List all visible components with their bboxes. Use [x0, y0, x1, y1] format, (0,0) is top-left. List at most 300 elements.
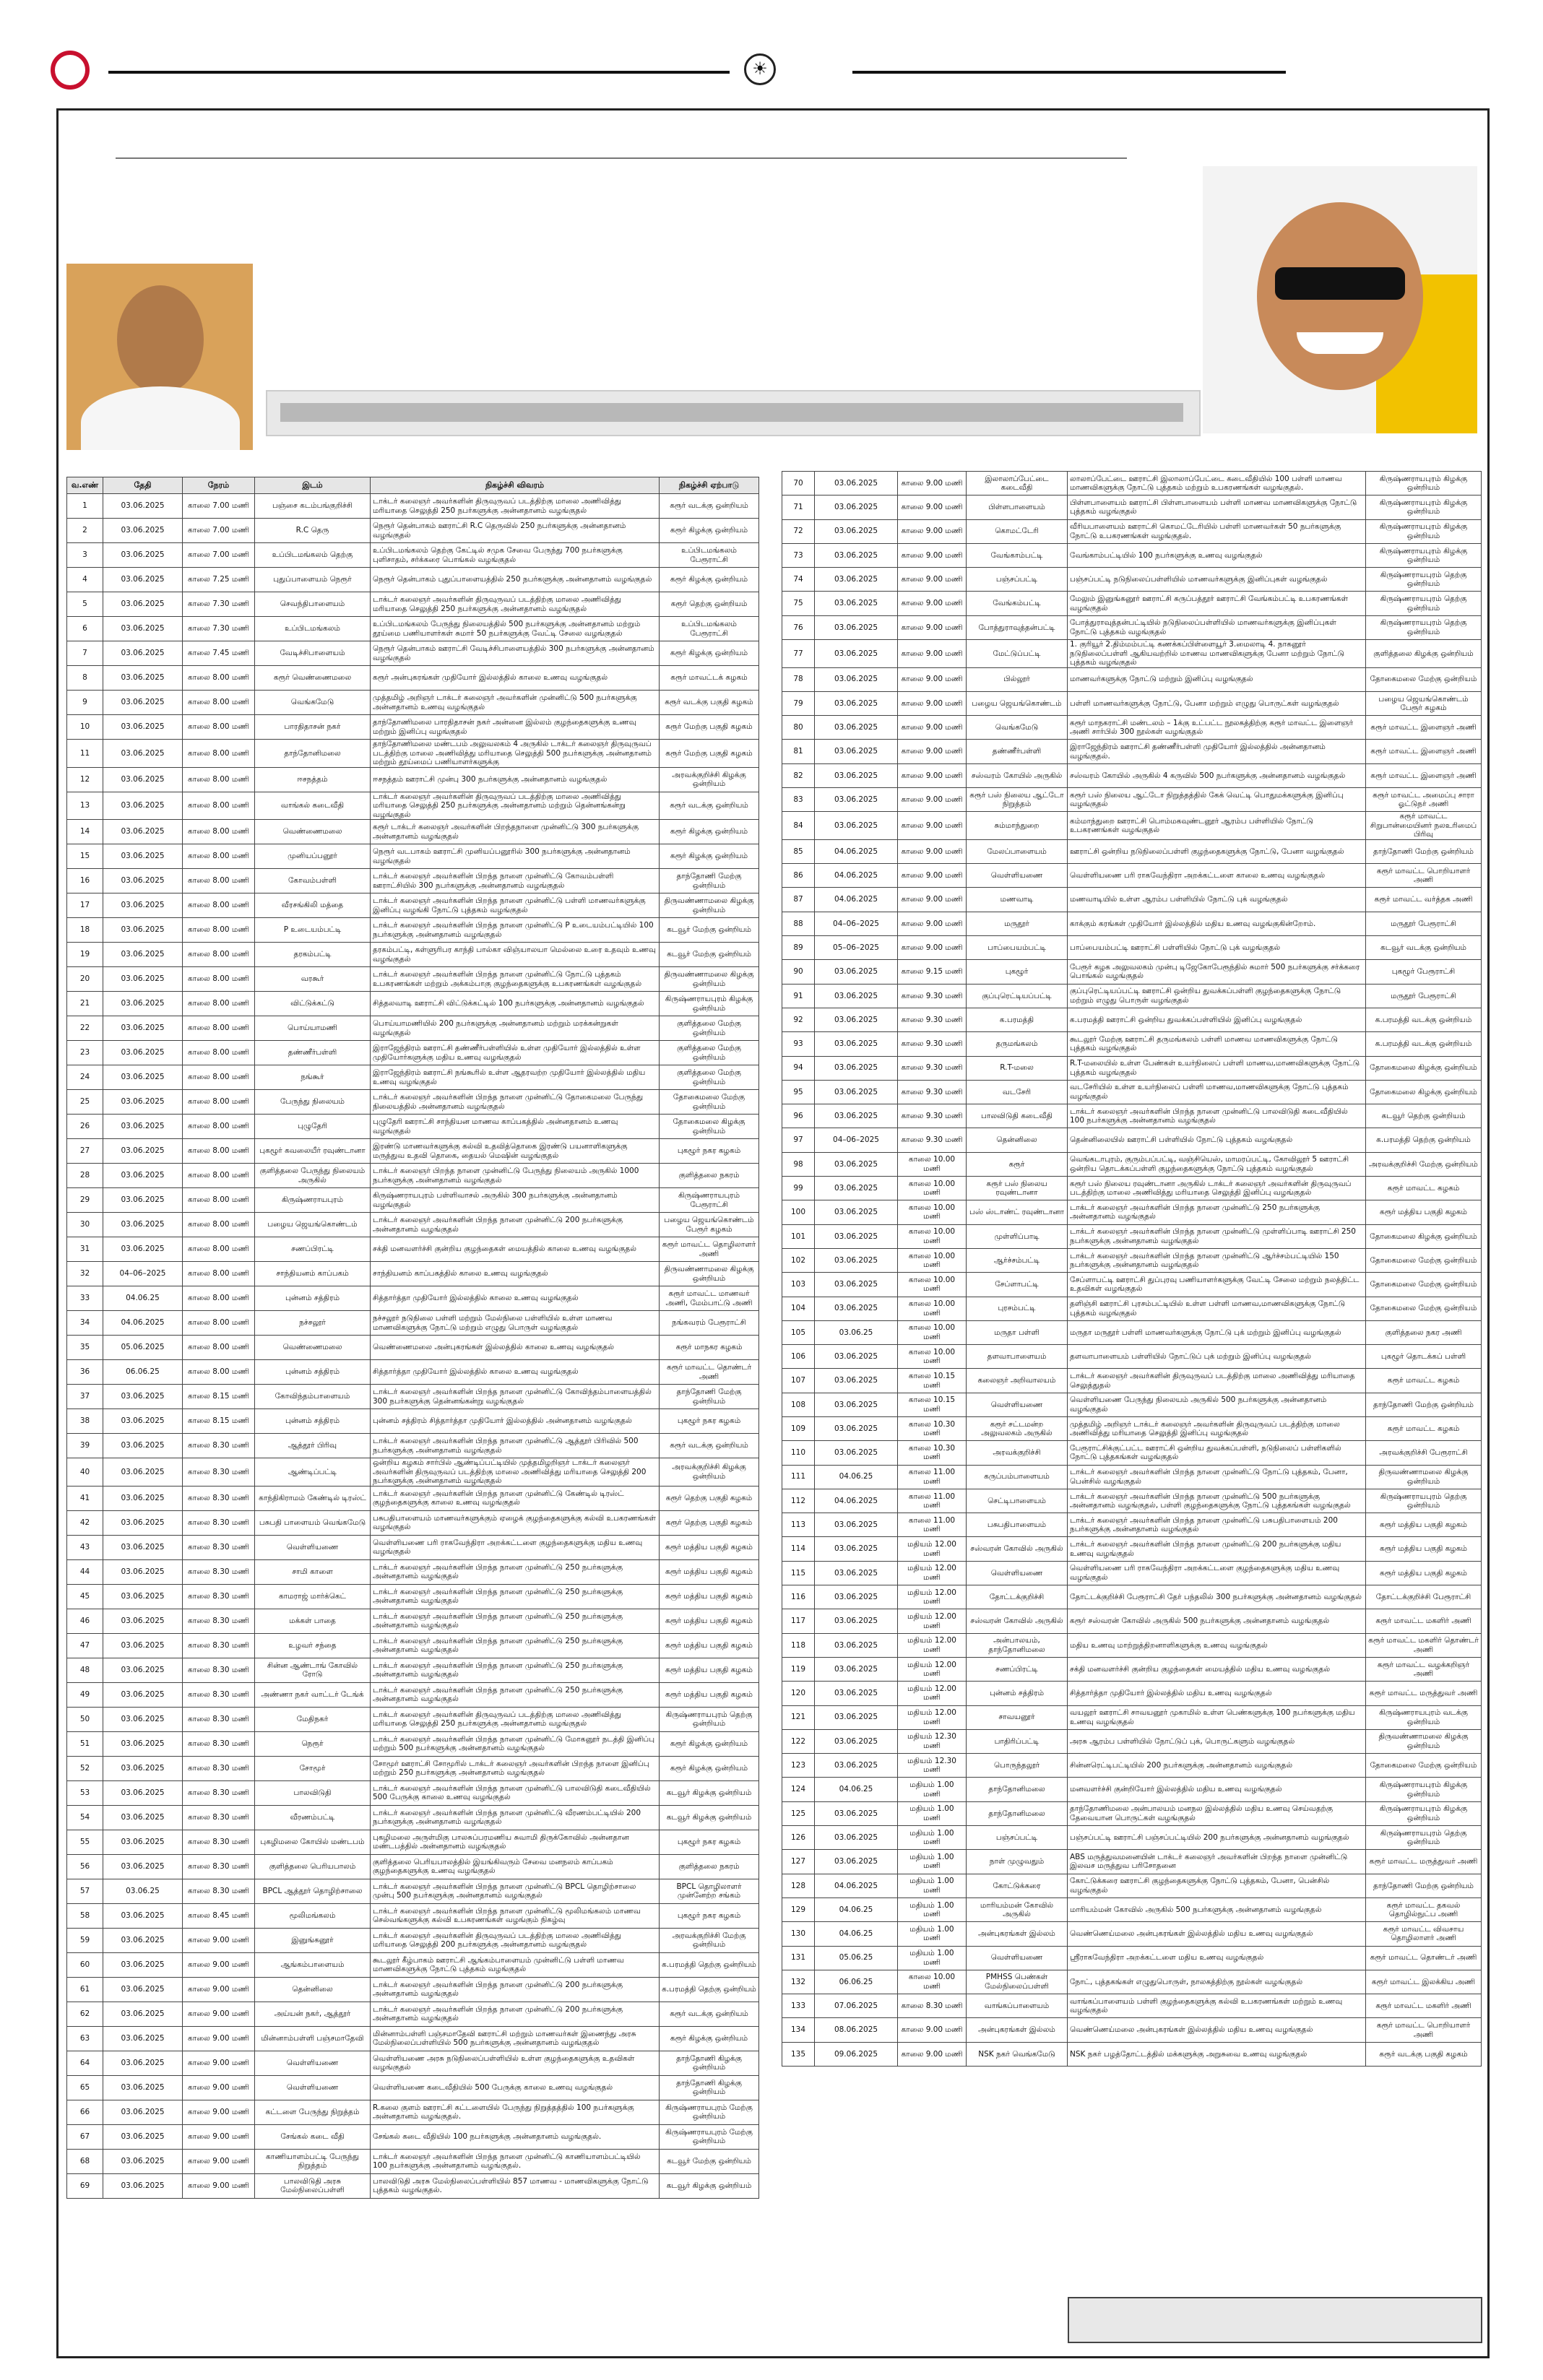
table-cell: டாக்டர் கலைஞர் அவர்களின் பிறந்த நாளை முன்னிட்டு BPCL தொழிற்சாலை முன்பு 500 நபர்களுக்கு அன்னதானம் வழங்குதல் — [371, 1879, 660, 1903]
table-cell: காலை 10.00 மணி — [898, 1200, 967, 1224]
table-cell: அரசு ஆரம்ப பள்ளியில் நோட்டுப் புக், பொருட்களும் வழங்குதல் — [1068, 1729, 1366, 1753]
table-cell: 03.06.2025 — [815, 1008, 898, 1031]
table-row — [67, 1213, 759, 1237]
table-cell: 03.06.2025 — [103, 1658, 183, 1682]
table-cell: 122 — [782, 1729, 815, 1753]
table-cell: காலை 9.00 மணி — [898, 812, 967, 840]
table-cell: 03.06.2025 — [815, 1104, 898, 1128]
table-cell: ஆங்கம்பாளையம் — [255, 1952, 371, 1977]
table-cell: காலை 10.00 மணி — [898, 1248, 967, 1272]
table-cell: வெள்ளியணை — [967, 1393, 1068, 1416]
table-cell: காலை 10.00 மணி — [898, 1970, 967, 1994]
table-cell: 03.06.2025 — [103, 715, 183, 740]
table-cell: கரூர் மத்திய பகுதி கழகம் — [1366, 1513, 1482, 1537]
table-cell: 03.06.2025 — [103, 1385, 183, 1409]
schedule-table-left — [66, 477, 759, 2199]
table-row — [782, 763, 1482, 787]
table-cell: தோகைமலை மேற்கு ஒன்றியம் — [1366, 1248, 1482, 1272]
table-cell: புன்னம் சத்திரம் சித்தார்த்தா முதியோர் இல்லத்தில் அன்னதானம் வழங்குதல் — [371, 1409, 660, 1434]
table-row — [67, 1731, 759, 1756]
table-cell: 125 — [782, 1801, 815, 1825]
table-cell: கோவிந்தம்பாளையம் — [255, 1385, 371, 1409]
table-cell: டாக்டர் கலைஞர் அவர்களின் பிறந்த நாளை முன்னிட்டு தோகைமலை பேருந்து நிலையத்தில் அன்னதானம் வழங்குதல் — [371, 1090, 660, 1115]
table-cell: 08.06.2025 — [815, 2018, 898, 2042]
table-cell: 135 — [782, 2042, 815, 2066]
table-cell: சின்ன ஆண்டாங் கோவில் ரோடு — [255, 1658, 371, 1682]
table-cell: கரூர் மாவட்ட இலக்கிய அணி — [1366, 1970, 1482, 1994]
table-cell: கடவூர் கிழக்கு ஒன்றியம் — [660, 1780, 759, 1805]
table-cell: 03.06.2025 — [103, 844, 183, 869]
table-cell: 03.06.2025 — [103, 1139, 183, 1164]
table-cell: டாக்டர் கலைஞர் அவர்களின் பிறந்த நாளை முன்னிட்டு வீரணம்பட்டியில் 200 நபர்களுக்கு அன்னதானம் வழங்குதல் — [371, 1805, 660, 1830]
table-cell: தாந்தோணி மேற்கு ஒன்றியம் — [660, 869, 759, 893]
table-cell: சும்மாந்துறை — [967, 812, 1068, 840]
table-cell: பேரூர் கழக அலுவலகம் முன்பு டிஜேகோபேரூந்தில் சுமார் 500 நபர்களுக்கு சர்க்கரை பொங்கல் வழங்குதல் — [1068, 960, 1366, 984]
table-row — [67, 1336, 759, 1360]
table-cell: கரூர் தெற்கு பகுதி கழகம் — [660, 1510, 759, 1535]
table-cell: உப்பிடமங்கலம் பேரூராட்சி — [660, 543, 759, 568]
table-cell: டாக்டர் கலைஞர் அவர்களின் திருவுருவப் படத்திற்கு மாலை அணிவித்து மரியாதை செலுத்தி 250 நபர்களுக்கு அன்னதானம் மற்றும் தென்னங்கன்று வழங்குதல் — [371, 792, 660, 820]
table-cell: 03.06.2025 — [815, 1248, 898, 1272]
table-cell: 03.06.2025 — [103, 1434, 183, 1458]
table-cell: அன்புகரங்கள் இல்லம் — [967, 1922, 1068, 1946]
table-cell: 03.06.2025 — [815, 1200, 898, 1224]
table-cell: 03.06.25 — [815, 1320, 898, 1344]
table-cell: மாணவர்களுக்கு நோட்டு மற்றும் இனிப்பு வழங்குதல் — [1068, 667, 1366, 691]
table-row — [782, 1537, 1482, 1561]
table-cell: பாதிரிப்பட்டி — [967, 1729, 1068, 1753]
table-row — [782, 592, 1482, 615]
table-cell: மதியம் 12.00 மணி — [898, 1585, 967, 1609]
table-cell: 133 — [782, 1994, 815, 2018]
table-cell: குளித்தலை கிழக்கு ஒன்றியம் — [1366, 640, 1482, 668]
table-cell: 03.06.2025 — [103, 617, 183, 641]
table-row — [67, 1286, 759, 1311]
table-cell: 114 — [782, 1537, 815, 1561]
table-cell: டாக்டர் கலைஞர் அவர்களின் பிறந்த நாளை முன்னிட்டு நோட்டு புத்தகம், பேனா, பென்சில் வழங்குதல் — [1068, 1465, 1366, 1489]
table-cell: காலை 7.30 மணி — [183, 592, 255, 617]
table-cell: காலை 8.00 மணி — [183, 1164, 255, 1188]
table-cell: தாந்தோணி மேற்கு ஒன்றியம் — [1366, 839, 1482, 863]
table-cell: 03.06.2025 — [815, 1345, 898, 1369]
table-cell: 109 — [782, 1416, 815, 1440]
table-row — [782, 1393, 1482, 1416]
table-cell: கரூர் மாவட்ட தொழிலாளர் அணி — [660, 1237, 759, 1262]
table-row — [782, 1320, 1482, 1344]
table-cell: பஞ்சப்பட்டி — [967, 568, 1068, 592]
table-cell: டாக்டர் கலைஞர் அவர்களின் பிறந்த நாளை முன்னிட்டு மூலிமங்கலம் மாணவ செல்வங்களுக்கு கல்வி உபகரணங்கள் வழங்கும் நிகழ்வு — [371, 1903, 660, 1928]
table-cell: 03.06.2025 — [815, 1609, 898, 1633]
table-row — [782, 1778, 1482, 1801]
table-cell: வெள்ளியணை அரசு நடுநிலைப்பள்ளியில் உள்ள குழந்தைகளுக்கு உதவிகள் வழங்குதல் — [371, 2051, 660, 2075]
table-cell: புன்னம் சத்திரம் — [255, 1286, 371, 1311]
table-cell: மதியம் 12.30 மணி — [898, 1754, 967, 1778]
table-cell: 47 — [67, 1633, 103, 1658]
table-cell: 03.06.2025 — [103, 967, 183, 992]
table-cell: வெள்ளியணை கடைவீதியில் 500 பேருக்கு காலை உணவு வழங்குதல் — [371, 2075, 660, 2100]
table-cell: செவந்திபாளையம் — [255, 592, 371, 617]
table-cell: கரூர் மத்திய பகுதி கழகம் — [1366, 1200, 1482, 1224]
table-cell: 7 — [67, 641, 103, 666]
table-cell: R.C தெரு — [255, 519, 371, 543]
table-cell: அரவக்குறிச்சி பேரூராட்சி — [1366, 1441, 1482, 1465]
table-row — [67, 2124, 759, 2149]
table-row — [782, 716, 1482, 740]
table-row — [67, 1458, 759, 1487]
table-row — [67, 1854, 759, 1879]
table-cell: காலை 8.30 மணி — [183, 1682, 255, 1707]
table-cell: காலை 8.30 மணி — [183, 1535, 255, 1559]
table-cell: 06.06.25 — [815, 1970, 898, 1994]
table-row — [782, 984, 1482, 1008]
table-cell: தாந்தோணிமலை பாரதிதாசன் நகர் அன்னை இல்லம் குழந்தைகளுக்கு உணவு மற்றும் இனிப்பு வழங்குதல் — [371, 715, 660, 740]
table-cell: கரூர் மாநகர கழகம் — [660, 1336, 759, 1360]
table-cell: கரூர் கிழக்கு ஒன்றியம் — [660, 568, 759, 592]
table-cell: 16 — [67, 869, 103, 893]
table-cell: 115 — [782, 1561, 815, 1585]
table-cell: காலை 10.15 மணி — [898, 1369, 967, 1393]
table-cell: 03.06.2025 — [103, 1458, 183, 1487]
table-cell: 03.06.2025 — [103, 519, 183, 543]
table-cell: 03.06.2025 — [815, 1369, 898, 1393]
table-cell: காலை 8.30 மணி — [183, 1458, 255, 1487]
table-cell: 03.06.2025 — [103, 918, 183, 943]
table-row — [67, 943, 759, 967]
table-cell: குளித்தலை நகரம் — [660, 1854, 759, 1879]
table-cell: கருப்பம்பாளையம் — [967, 1465, 1068, 1489]
table-row — [782, 1489, 1482, 1513]
table-cell: டாக்டர் கலைஞர் அவர்களின் பிறந்த நாளை முன்னிட்டு 500 நபர்களுக்கு அன்னதானம் வழங்குதல், பள்ளி குழந்தைகளுக்கு நோட்டு புத்தகங்கள் வழங்குதல் — [1068, 1489, 1366, 1513]
table-cell: கரூர் மாவட்ட மகளிர் அணி — [1366, 1994, 1482, 2018]
table-cell: கரூர் மத்திய பகுதி கழகம் — [660, 1559, 759, 1584]
table-cell: காலை 9.00 மணி — [183, 1952, 255, 1977]
table-cell: இனுங்கனூர் — [255, 1928, 371, 1952]
table-cell: கரூர் வடக்கு ஒன்றியம் — [660, 792, 759, 820]
table-cell: 03.06.2025 — [103, 1756, 183, 1780]
table-cell: 03.06.2025 — [103, 1805, 183, 1830]
table-row — [67, 494, 759, 519]
table-cell: 113 — [782, 1513, 815, 1537]
table-cell: இராஜேந்திரம் ஊராட்சி தண்ணீர்பள்ளியில் உள்ள முதியோர் இல்லத்தில் உள்ள முதியோர்களுக்கு மதிய உணவு வழங்குதல் — [371, 1041, 660, 1065]
table-cell: 03.06.2025 — [815, 812, 898, 840]
table-cell: மதியம் 1.00 மணி — [898, 1801, 967, 1825]
table-cell: 32 — [67, 1262, 103, 1286]
table-cell: 68 — [67, 2149, 103, 2173]
table-cell: உப்பிடமங்கலம் பேரூராட்சி — [660, 617, 759, 641]
table-cell: கரூர் மாவட்ட சிறுபான்மையினர் நலஉரிமைப் பிரிவு — [1366, 812, 1482, 840]
table-cell: 50 — [67, 1707, 103, 1731]
table-cell: 93 — [782, 1032, 815, 1056]
table-cell: போத்துராவுத்தன்பட்டியில் நடுநிலைப்பள்ளியில் மாணவர்களுக்கு இனிப்புகள் நோட்டு புத்தகம் வழங்குதல் — [1068, 615, 1366, 639]
table-cell: டாக்டர் கலைஞர் பிறந்த நாளை முன்னிட்டு பேருந்து நிலையம் அருகில் 1000 நபர்களுக்கு அன்னதானம் வழங்குதல் — [371, 1164, 660, 1188]
table-row — [782, 1080, 1482, 1104]
table-row — [67, 1559, 759, 1584]
table-cell: 94 — [782, 1056, 815, 1080]
table-row — [782, 960, 1482, 984]
table-cell: ஈசநத்தம் ஊராட்சி முன்பு 300 நபர்களுக்கு அன்னதானம் வழங்குதல் — [371, 767, 660, 792]
table-cell: 102 — [782, 1248, 815, 1272]
table-cell: டாக்டர் கலைஞர் அவர்களின் திருவுருவப் படத்திற்கு மாலை அணிவித்து மரியாதை செலுத்தி 250 நபர்களுக்கு அன்னதானம் வழங்குதல் — [371, 494, 660, 519]
table-cell: கரூர் பஸ் நிலைய ரவுண்டானா அருகில் டாக்டர் கலைஞர் அவர்களின் திருவுருவப் படத்திற்கு மாலை அணிவித்து மரியாதை செலுத்தி இனிப்பு வழங்குதல் — [1068, 1177, 1366, 1200]
table-cell: தோட்டக்குறிச்சி பேரூராட்சி தேர் பந்தலில் 300 நபர்களுக்கு அன்னதானம் வழங்குதல் — [1068, 1585, 1366, 1609]
table-cell: சின்னரெட்டிபட்டியில் 200 நபர்களுக்கு அன்னதானம் வழங்குதல் — [1068, 1754, 1366, 1778]
table-cell: புகழூர் — [967, 960, 1068, 984]
table-cell: டாக்டர் கலைஞர் அவர்களின் பிறந்த நாளை முன்னிட்டு 250 நபர்களுக்கு அன்னதானம் வழங்குதல் — [371, 1658, 660, 1682]
table-cell: கிருஷ்ணராயபுரம் கிழக்கு ஒன்றியம் — [1366, 519, 1482, 543]
table-cell: 03.06.2025 — [815, 1297, 898, 1320]
table-cell: கரூர் மாவட்ட விவசாய தொழிலாளர் அணி — [1366, 1922, 1482, 1946]
table-cell: R.கலை குளம் ஊராட்சி கட்டளையில் பேருந்து நிறுத்தத்தில் 100 நபர்களுக்கு அன்னதானம் வழங்குதல். — [371, 2100, 660, 2124]
table-cell: 03.06.2025 — [815, 960, 898, 984]
table-cell: கரூர் மாவட்ட இளைஞர் அணி — [1366, 716, 1482, 740]
table-cell: 03.06.2025 — [815, 667, 898, 691]
table-cell: பாப்பையம்பட்டி ஊராட்சி பள்ளியில் நோட்டு புக் வழங்குதல் — [1068, 936, 1366, 960]
table-cell: மதியம் 1.00 மணி — [898, 1897, 967, 1921]
table-cell: பசுபதிபாளையம் — [967, 1513, 1068, 1537]
table-cell: மருதூர் பேரூராட்சி — [1366, 912, 1482, 935]
table-row — [67, 543, 759, 568]
table-cell: காலை 8.45 மணி — [183, 1903, 255, 1928]
table-cell: 03.06.2025 — [103, 992, 183, 1016]
table-cell: தளவாபாளையம் — [967, 1345, 1068, 1369]
table-cell: டாக்டர் கலைஞர் அவர்களின் திருவுருவப் படத்திற்கு மாலை அணிவித்து மரியாதை செலுத்தி 250 நபர்களுக்கு அன்னதானம் வழங்குதல் — [371, 1707, 660, 1731]
table-cell: வெங்கமேடு — [967, 716, 1068, 740]
table-cell: காலை 8.00 மணி — [183, 1041, 255, 1065]
table-cell: 03.06.2025 — [103, 2173, 183, 2198]
table-cell: மதியம் 12.00 மணி — [898, 1537, 967, 1561]
table-cell: பஞ்சப்பட்டி — [967, 1826, 1068, 1850]
table-cell: காலை 8.00 மணி — [183, 1090, 255, 1115]
table-cell: காலை 8.30 மணி — [183, 1658, 255, 1682]
table-cell: 3 — [67, 543, 103, 568]
table-cell: வரகூர் — [255, 967, 371, 992]
table-row — [67, 1903, 759, 1928]
table-cell: காலை 10.30 மணி — [898, 1441, 967, 1465]
table-cell: காலை 8.00 மணி — [183, 792, 255, 820]
table-cell: சஸ்வரம் கோயில் அருகில் — [967, 763, 1068, 787]
table-row — [67, 1016, 759, 1041]
table-row — [782, 472, 1482, 496]
table-row — [67, 820, 759, 844]
table-row — [782, 1682, 1482, 1705]
table-cell: ஆத்தூர் பிரிவு — [255, 1434, 371, 1458]
table-cell: 15 — [67, 844, 103, 869]
table-cell: பஞ்சப்பட்டி ஊராட்சி பஞ்சப்பட்டியில் 200 நபர்களுக்கு அன்னதானம் வழங்குதல் — [1068, 1826, 1366, 1850]
table-cell: நெரூர் தென்பாகம் ஊராட்சி R.C தெருவில் 250 நபர்களுக்கு அன்னதானம் வழங்குதல் — [371, 519, 660, 543]
table-cell: 04.06.25 — [103, 1286, 183, 1311]
table-cell: காலை 8.30 மணி — [183, 1805, 255, 1830]
table-cell: நங்கவரம் பேரூராட்சி — [660, 1311, 759, 1336]
table-cell: குளித்தலை பெரியபாலத்தில் இயங்கிவரும் சேவை மனநலம் காப்பகம் குழந்தைகளுக்கு உணவு வழங்குதல் — [371, 1854, 660, 1879]
table-cell: காலை 10.00 மணி — [898, 1152, 967, 1176]
table-cell: உழவர் சந்தை — [255, 1633, 371, 1658]
table-cell: கரூர் பஸ் நிலைய ரவுண்டானா — [967, 1177, 1068, 1200]
table-cell: புகழூர் நகர கழகம் — [660, 1139, 759, 1164]
table-cell: 03.06.2025 — [103, 1041, 183, 1065]
table-cell: கரூர் கிழக்கு ஒன்றியம் — [660, 844, 759, 869]
table-cell: மேலப்பாளையம் — [967, 839, 1068, 863]
table-cell: சாந்தியனம் காப்பகம் — [255, 1262, 371, 1286]
table-cell: 70 — [782, 472, 815, 496]
table-cell: கரூர் வடக்கு ஒன்றியம் — [660, 1434, 759, 1458]
table-cell: கலைஞர் அறிவாலயம் — [967, 1369, 1068, 1393]
table-cell: கரூர் மாவட்டக் கழகம் — [660, 666, 759, 691]
table-row — [782, 1826, 1482, 1850]
table-cell: 37 — [67, 1385, 103, 1409]
table-cell: வடசேரி — [967, 1080, 1068, 1104]
table-cell: வெண்ணெய்மலை அன்புகரங்கள் இல்லத்தில் மதிய உணவு வழங்குதல் — [1068, 1922, 1366, 1946]
table-cell: 03.06.2025 — [103, 1213, 183, 1237]
table-row — [782, 1032, 1482, 1056]
table-cell: கரூர் மாவட்ட அமைப்பு சாரா ஓட்டுநர் அணி — [1366, 788, 1482, 812]
table-row — [67, 869, 759, 893]
table-cell: கரூர் கிழக்கு ஒன்றியம் — [660, 519, 759, 543]
table-cell: டாக்டர் கலைஞர் அவர்களின் பிறந்த நாளை முன்னிட்டு ஆத்தூர் பிரிவில் 500 நபர்களுக்கு அன்னதானம் வழங்குதல் — [371, 1434, 660, 1458]
table-row — [782, 1056, 1482, 1080]
table-cell: மூலிமங்கலம் — [255, 1903, 371, 1928]
table-cell: 03.06.2025 — [815, 1850, 898, 1874]
table-cell: கரூர் கிழக்கு ஒன்றியம் — [660, 641, 759, 666]
table-cell: உப்பிடமங்கலம் தெற்கு — [255, 543, 371, 568]
table-row — [782, 1801, 1482, 1825]
table-cell: கடவூர் கிழக்கு ஒன்றியம் — [660, 1805, 759, 1830]
table-cell: 57 — [67, 1879, 103, 1903]
table-row — [782, 519, 1482, 543]
table-cell: R.T-மலை — [967, 1056, 1068, 1080]
table-cell: காலை 8.00 மணி — [183, 1336, 255, 1360]
table-cell: 51 — [67, 1731, 103, 1756]
table-cell: டாக்டர் கலைஞர் அவர்களின் பிறந்த நாளை முன்னிட்டு 200 நபர்களுக்கு மதிய உணவு வழங்குதல் — [1068, 1537, 1366, 1561]
table-cell: தோகைமலை கிழக்கு ஒன்றியம் — [660, 1115, 759, 1139]
table-row — [782, 1946, 1482, 1970]
table-cell: 54 — [67, 1805, 103, 1830]
table-cell: மேலும் இனுங்கனூர் ஊராட்சி கருப்பத்தூர் ஊராட்சி வேங்கம்பட்டி உபகரணங்கள் வழங்குதல் — [1068, 592, 1366, 615]
table-cell: குளித்தலை பெரியபாலம் — [255, 1854, 371, 1879]
table-cell: ஒன்றிய கழகம் சார்பில் ஆண்டிப்பட்டியில் முத்தமிழறிஞர் டாக்டர் கலைஞர் அவர்களின் திருவுருவப் படத்திற்கு மாலை அணிவித்து மரியாதை செலுத்தி 200 நபர்களுக்கு அன்னதானம் வழங்குதல் — [371, 1458, 660, 1487]
table-cell: திருவண்ணாமலை கிழக்கு ஒன்றியம் — [660, 967, 759, 992]
table-cell: 41 — [67, 1486, 103, 1510]
table-row — [782, 1850, 1482, 1874]
table-cell: 03.06.2025 — [103, 1731, 183, 1756]
table-cell: மாரியம்மன் கோவில் அருகில் 500 நபர்களுக்கு அன்னதானம் வழங்குதல் — [1068, 1897, 1366, 1921]
table-row — [67, 2173, 759, 2198]
table-cell: மதியம் 12.00 மணி — [898, 1705, 967, 1729]
table-cell: 04.06.2025 — [815, 888, 898, 912]
table-row — [67, 1139, 759, 1164]
table-row — [67, 691, 759, 715]
table-cell: புகழூர் தொடக்கப் பள்ளி — [1366, 1345, 1482, 1369]
table-cell: 107 — [782, 1369, 815, 1393]
table-cell: காலை 7.00 மணி — [183, 494, 255, 519]
table-row — [67, 1115, 759, 1139]
table-cell: டாக்டர் கலைஞர் அவர்களின் பிறந்த நாளை முன்னிட்டு பாலவிடுதி கடைவீதியில் 500 பேருக்கு காலை உணவு வழங்குதல் — [371, 1780, 660, 1805]
table-row — [782, 1200, 1482, 1224]
table-cell: கரூர் மத்திய பகுதி கழகம் — [660, 1535, 759, 1559]
table-row — [67, 2026, 759, 2051]
table-cell: காலை 8.30 மணி — [183, 1707, 255, 1731]
table-row — [782, 1729, 1482, 1753]
table-cell: NSK நகர் பழத்தோட்டத்தில் மக்களுக்கு அறுசுவை உணவு வழங்குதல் — [1068, 2042, 1366, 2066]
table-cell: 118 — [782, 1633, 815, 1657]
table-cell: 03.06.2025 — [103, 820, 183, 844]
table-cell: மதியம் 12.00 மணி — [898, 1633, 967, 1657]
table-cell: சணப்பிரட்டி — [967, 1657, 1068, 1681]
table-cell: தோட்டக்குறிச்சி — [967, 1585, 1068, 1609]
table-cell: கிருஷ்ணராயபுரம் தெற்கு ஒன்றியம் — [1366, 615, 1482, 639]
table-cell: 03.06.2025 — [103, 869, 183, 893]
table-cell: முத்தமிழ் அறிஞர் டாக்டர் கலைஞர் அவர்களின் திருவுருவப் படத்திற்கு மாலை அணிவித்து மரியாதை செலுத்தி இனிப்பு வழங்குதல் — [1068, 1416, 1366, 1440]
table-cell: 89 — [782, 936, 815, 960]
table-cell: 03.06.2025 — [103, 1510, 183, 1535]
table-cell: 48 — [67, 1658, 103, 1682]
table-cell: 61 — [67, 1977, 103, 2002]
table-cell: மதியம் 1.00 மணி — [898, 1850, 967, 1874]
table-cell: கரூர் அன்புகரங்கள் முதியோர் இல்லத்தில் காலை உணவு வழங்குதல் — [371, 666, 660, 691]
table-cell: 87 — [782, 888, 815, 912]
table-cell: கரூர் வடக்கு ஒன்றியம் — [660, 2002, 759, 2026]
table-cell: வெள்ளியணை — [967, 1561, 1068, 1585]
table-cell: சித்தார்த்தா முதியோர் இல்லத்தில் காலை உணவு வழங்குதல் — [371, 1286, 660, 1311]
table-cell: காலை 9.00 மணி — [183, 1928, 255, 1952]
table-cell: தாந்தோணிமலை அன்பாலயம் மனநல இல்லத்தில் மதிய உணவு செய்வதற்கு தேவையான பொருட்கள் வழங்குதல் — [1068, 1801, 1366, 1825]
table-cell: பில்லூர் — [967, 667, 1068, 691]
table-cell: 13 — [67, 792, 103, 820]
table-cell: 03.06.2025 — [815, 1273, 898, 1297]
table-cell: PMHSS பெண்கள் மேல்நிலைப்பள்ளி — [967, 1970, 1068, 1994]
table-cell: வெள்ளியணை — [255, 1535, 371, 1559]
table-row — [782, 1224, 1482, 1248]
table-cell: 130 — [782, 1922, 815, 1946]
table-cell: கரூர் மேற்கு பகுதி கழகம் — [660, 715, 759, 740]
table-row — [67, 1434, 759, 1458]
table-cell: 03.06.2025 — [815, 496, 898, 519]
table-cell: வெள்ளியணை பரி ராகவேந்திரா அறக்கட்டளை குழந்தைகளுக்கு மதிய உணவு வழங்குதல் — [371, 1535, 660, 1559]
table-row — [782, 496, 1482, 519]
table-cell: 03.06.2025 — [103, 767, 183, 792]
table-cell: தோகைமலை மேற்கு ஒன்றியம் — [660, 1090, 759, 1115]
sun-emblem-icon: ☀ — [744, 53, 776, 85]
table-cell: கரூர் கிழக்கு ஒன்றியம் — [660, 1731, 759, 1756]
table-cell: 03.06.2025 — [103, 2002, 183, 2026]
table-cell: 100 — [782, 1200, 815, 1224]
table-cell: 62 — [67, 2002, 103, 2026]
table-cell: 91 — [782, 984, 815, 1008]
table-cell: காலை 8.00 மணி — [183, 992, 255, 1016]
table-cell: கட்டளை பேருந்து நிறுத்தம் — [255, 2100, 371, 2124]
table-row — [67, 1409, 759, 1434]
table-cell: கிருஷ்ணராயபுரம் தெற்கு ஒன்றியம் — [1366, 1489, 1482, 1513]
column-header: நிகழ்ச்சி ஏற்பாடு — [660, 477, 759, 494]
table-cell: அன்பாலயம், தாந்தோனிமலை — [967, 1633, 1068, 1657]
table-cell: தாந்தோணி மேற்கு ஒன்றியம் — [660, 1385, 759, 1409]
table-cell: க.பரமத்தி ஊராட்சி ஒன்றிய துவக்கப்பள்ளியில் இனிப்பு வழங்குதல் — [1068, 1008, 1366, 1031]
table-row — [782, 812, 1482, 840]
table-cell: 67 — [67, 2124, 103, 2149]
table-cell: 101 — [782, 1224, 815, 1248]
table-cell: தாந்தோணி மேற்கு ஒன்றியம் — [1366, 1393, 1482, 1416]
table-cell: 09.06.2025 — [815, 2042, 898, 2066]
table-row — [67, 893, 759, 918]
table-cell: 1. குரியூர் 2.திம்மம்பட்டி கணக்கப்பிள்ளையூர் 3.மைலாடி 4. நாகனூர் நடுநிலைப்பள்ளி ஆகியவற்றில் மாணவ மாணவிகளுக்கு பேனா மற்றும் நோட்டு புத்தகம் வழங்குதல் — [1068, 640, 1366, 668]
table-cell: கரூர் தெற்கு பகுதி கழகம் — [660, 1486, 759, 1510]
table-cell: டாக்டர் கலைஞர் அவர்களின் பிறந்த நாளை முன்னிட்டு பள்ளி மாணவர்களுக்கு இனிப்பு வழங்கி நோட்டு புத்தகம் வழங்குதல் — [371, 893, 660, 918]
table-cell: கரூர் மாவட்ட தகவல் தொழில்நுட்ப அணி — [1366, 1897, 1482, 1921]
table-cell: க.பரமத்தி தெற்கு ஒன்றியம் — [660, 1977, 759, 2002]
table-cell: 134 — [782, 2018, 815, 2042]
table-cell: 04.06.2025 — [815, 1489, 898, 1513]
table-cell: மதிய உணவு மாற்றுத்திறனாளிகளுக்கு உணவு வழங்குதல் — [1068, 1633, 1366, 1657]
table-cell: காலை 10.00 மணி — [898, 1345, 967, 1369]
